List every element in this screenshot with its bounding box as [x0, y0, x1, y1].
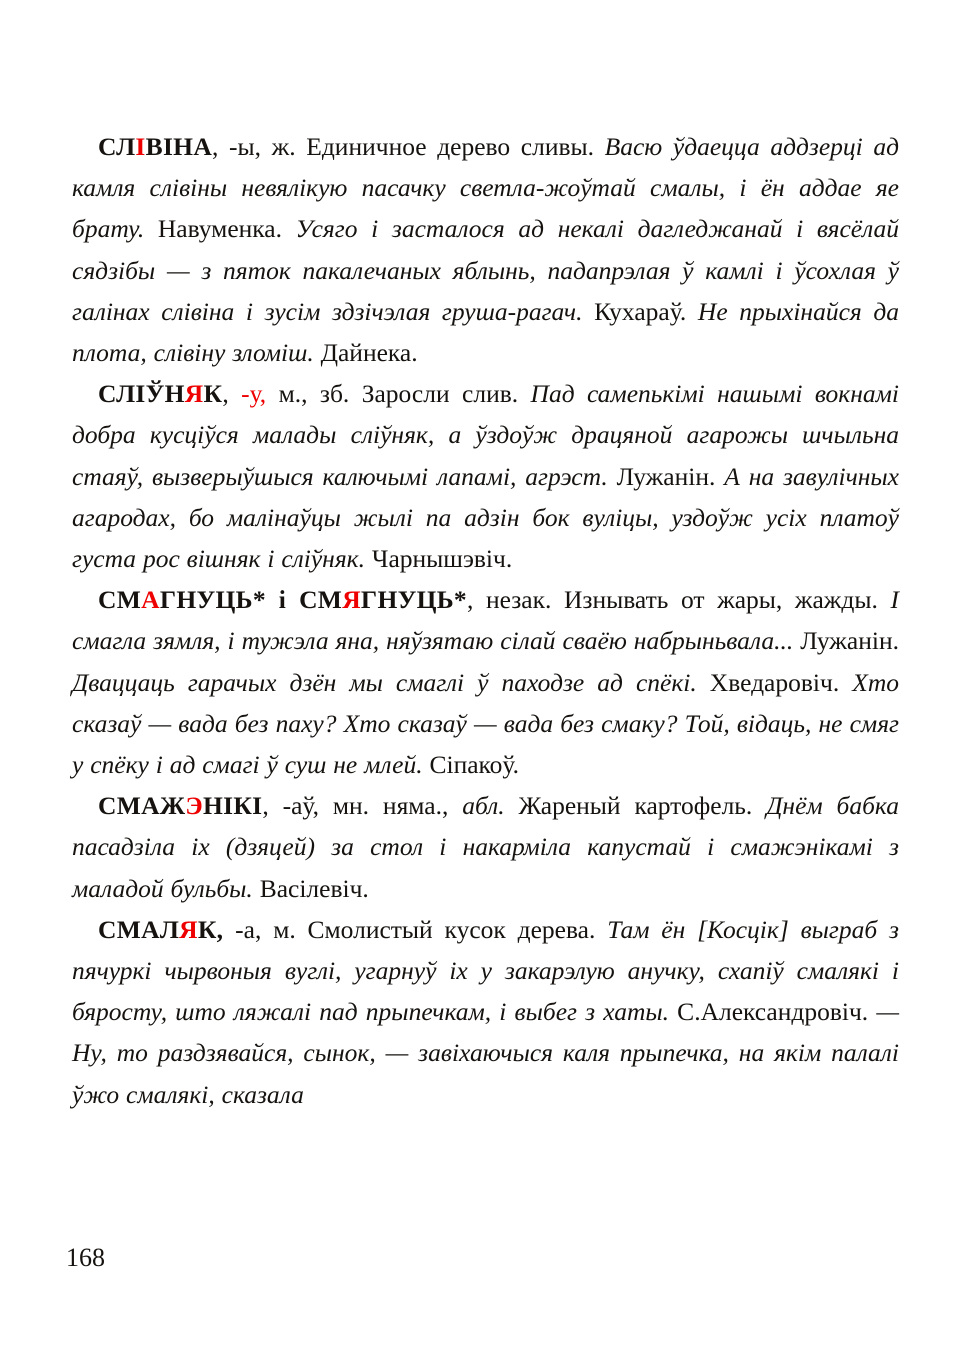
headword2-stress-vowel: Я — [342, 585, 361, 615]
citation-source-1: Навуменка. — [144, 214, 282, 244]
headword-part-after: ГНУЦЬ* — [159, 585, 266, 615]
headword-conjunction: і — [265, 585, 300, 615]
definition: Единичное дерево сливы. — [295, 132, 595, 161]
headword-stress-vowel: І — [135, 132, 146, 161]
citation-quote-1: Там ён [Косцік] выграб з пячуркі чырвоныя вуглі, угарнуў іх у закарэлую анучку, схапіў смалякі і бяросту, што ляжалі пад прыпечкам, і выбег з хаты. — [72, 914, 899, 1027]
citation-quote-1: Пад самenькімі нашымі вокнамі добра кусціўся малады сліўняк, а ўздоўж драцяной агарожы шчыльна стаяў, вызверыўшыся калючымі лапамі, агрэст. — [72, 379, 899, 491]
citation-source-1: Лужанін. — [607, 461, 716, 491]
citation-quote-1: Васю ўдаецца аддзерці ад камля слівіны невялікую пасачку светла-жоўтай смалы, і ён аддае яе брату. — [72, 132, 899, 244]
dictionary-entry-slivina — [72, 126, 899, 373]
headword-smazheniki — [98, 791, 262, 820]
definition: Смолистый кусок дерева. — [295, 914, 596, 944]
citation-quote-2: — Ну, то раздзявайся, сынок, — завіхаючыся каля прыпечка, на якім палалі ўжо смалякі, сказала — [72, 997, 900, 1109]
inflection-ending: -а, — [223, 914, 262, 944]
citation-source-3: Сіпакоў. — [422, 750, 519, 780]
dictionary-entry-smalak — [72, 909, 899, 1115]
headword-stress-vowel: Я — [184, 379, 204, 409]
headword-stress-vowel: Э — [185, 791, 203, 821]
dictionary-entry-smahnuc — [72, 579, 899, 785]
headword-punct: , — [216, 914, 224, 944]
citation-source-2: Хведаровіч. — [696, 667, 840, 697]
inflection-ending: -аў, — [268, 791, 319, 821]
headword-smalak — [98, 915, 223, 944]
citation-quote-2: А на завулічных агародах, бо малінаўцы жылі па адзін бок вуліцы, уздоўж усіх платоў густа рос вішняк і сліўняк. — [72, 461, 899, 574]
citation-source-1: Васілевіч. — [252, 873, 369, 903]
headword-stress-vowel: А — [141, 585, 160, 615]
headword-stress-vowel: Я — [179, 914, 198, 944]
headword-sliunak — [98, 379, 222, 408]
headword2-part-after: ГНУЦЬ* — [360, 585, 467, 615]
headword-part-before: СМ — [98, 585, 142, 615]
headword-smahnuc — [98, 585, 467, 614]
headword2-part-before: СМ — [299, 585, 343, 615]
grammar-label: м., зб. — [266, 379, 350, 409]
headword-part-after: К — [197, 914, 217, 944]
headword-part-before: СЛІЎН — [98, 379, 185, 409]
inflection-ending: -ы, — [218, 132, 262, 161]
citation-source-3: Дайнека. — [313, 338, 418, 368]
headword-part-before: СМАЛ — [98, 914, 180, 944]
headword-punct: , — [222, 379, 229, 409]
definition: Заросли слив. — [349, 379, 519, 409]
citation-source-2: Чарнышэвіч. — [365, 544, 513, 574]
grammar-label: ж. — [261, 132, 296, 161]
text-column — [72, 126, 899, 1115]
headword-punct: , — [212, 132, 219, 161]
dictionary-entry-sliunak — [72, 373, 899, 579]
page-number: 168 — [66, 1243, 105, 1272]
citation-source-2: Кухараў. — [582, 296, 687, 326]
grammar-label: незак. — [473, 585, 552, 615]
headword-part-after: НІКІ — [202, 791, 263, 821]
citation-quote-2: Дваццаць гарачых дзён мы смаглі ў паходзе ад спёкі. — [72, 667, 697, 697]
headword-punct: , — [466, 585, 474, 615]
citation-quote-1: І смагла зямля, і тужэла яна, няўзятаю сілай сваёю набрыньвала... — [72, 585, 899, 656]
headword-part-after: К — [203, 379, 223, 409]
grammar-label: мн. няма., — [319, 791, 449, 821]
citation-quote-3: Хто сказаў — вада без паху? Хто сказаў — вада без смаку? Той, відаць, не смяг у спёку і ад смагі ў суш не млей. — [72, 667, 899, 780]
headword-part-before: СМАЖ — [98, 791, 186, 821]
headword-slivina — [98, 132, 212, 161]
citation-quote-1: Днём бабка пасадзіла іх (дзяцей) за стол і накарміла капустай і смажэнікамі з маладой бульбы. — [72, 791, 899, 903]
dictionary-entry-smazheniki — [72, 785, 899, 909]
usage-label: абл. — [448, 791, 505, 821]
citation-source-1: Лужанін. — [793, 626, 899, 656]
grammar-label: м. — [261, 914, 296, 944]
headword-part-after: ВІНА — [145, 132, 213, 161]
citation-source-1: С.Александровіч. — [669, 997, 869, 1027]
citation-quote-2: Усяго і засталося ад некалі дагледжанай і вясёлай сядзібы — з пяток пакалечаных яблынь, падапрэлая ў камлі і ўсохлая ў галінах слівіна і зусім здзічэлая груша-рагач. — [72, 214, 900, 326]
citation-quote-3: Не прыхінайся да плота, слівіну зломіш. — [72, 296, 899, 368]
definition: Изнывать от жары, жажды. — [551, 585, 878, 615]
inflection-ending: -у, — [228, 379, 267, 409]
definition: Жареный картофель. — [504, 791, 753, 821]
headword-punct: , — [262, 791, 269, 821]
headword-part-before: СЛ — [98, 132, 136, 161]
